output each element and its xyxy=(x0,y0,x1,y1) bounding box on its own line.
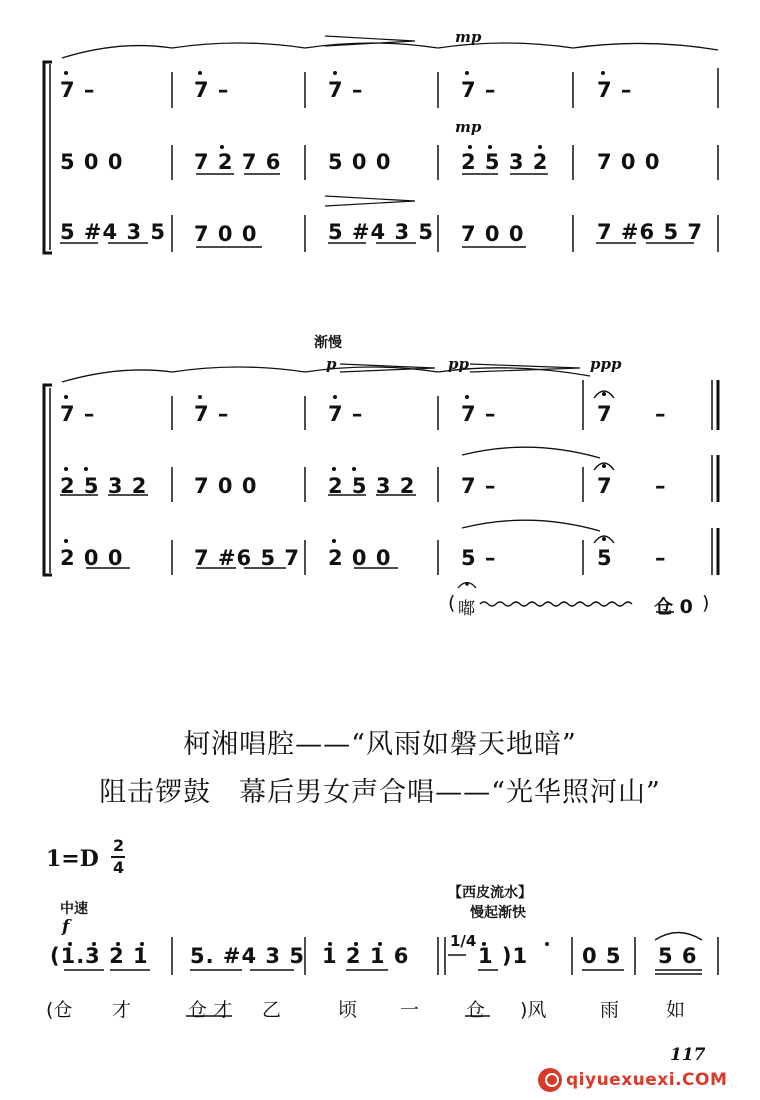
percussion-end: 仓 0 xyxy=(654,596,693,618)
measure: 7 #6 5 7 xyxy=(194,546,300,570)
time-signature-bottom: 4 xyxy=(113,858,125,877)
measure: 2 0 0 xyxy=(60,546,124,570)
page-number: 117 xyxy=(670,1045,706,1065)
percussion-syllable: 乙 xyxy=(262,999,282,1021)
measure: 7 – xyxy=(60,78,96,102)
measure: 5 #4 3 5 xyxy=(328,220,434,244)
measure: 1 )1 xyxy=(478,944,529,968)
measure: 7 – xyxy=(461,402,497,426)
measure: 7 – xyxy=(597,78,633,102)
percussion-close-paren: ) xyxy=(702,592,710,614)
key-signature: 1=D xyxy=(46,846,99,872)
percussion-syllable: 仓 xyxy=(466,999,486,1021)
tempo-marking: 渐慢 xyxy=(314,335,342,351)
measure: 7 – xyxy=(461,78,497,102)
lyric: )风 xyxy=(520,999,547,1021)
measure: 5 0 0 xyxy=(60,150,124,174)
measure: – xyxy=(655,402,667,426)
watermark-logo-icon xyxy=(538,1068,562,1092)
measure: 2 5 3 2 xyxy=(60,474,148,498)
measure: 7 – xyxy=(194,402,230,426)
percussion-open-paren: ( xyxy=(448,592,456,614)
measure: 5 0 0 xyxy=(328,150,392,174)
measure: 7 #6 5 7 xyxy=(597,220,703,244)
measure: (1.3 2 1 xyxy=(50,944,149,968)
percussion-syllable: 一 xyxy=(400,999,420,1021)
measure: 7 xyxy=(597,402,613,426)
measure: 7 0 0 xyxy=(194,474,258,498)
dynamic-f: f xyxy=(62,917,70,937)
percussion-syllable: 顷 xyxy=(338,999,358,1021)
lyric: 如 xyxy=(666,999,686,1021)
title-line-2: 阻击锣鼓 幕后男女声合唱——“光华照河山” xyxy=(99,777,661,808)
measure: 7 0 0 xyxy=(194,222,258,246)
measure: 7 – xyxy=(328,402,364,426)
time-signature-top: 2 xyxy=(113,836,125,855)
watermark-text: qiyuexuexi.COM xyxy=(566,1070,728,1090)
tempo-marking: 中速 xyxy=(60,901,88,917)
percussion-start: 嘟 xyxy=(458,599,475,619)
percussion-syllable: 才 xyxy=(112,999,132,1021)
measure: 7 0 0 xyxy=(461,222,525,246)
measure: 5. #4 3 5 xyxy=(190,944,305,968)
measure: 7 – xyxy=(328,78,364,102)
percussion-syllable: (仓 xyxy=(46,999,73,1021)
measure: 5 6 xyxy=(658,944,698,968)
measure: 0 5 xyxy=(582,944,622,968)
measure: 5 xyxy=(597,546,613,570)
measure: – xyxy=(655,474,667,498)
dynamic-p: p xyxy=(326,355,337,373)
measure: 7 0 0 xyxy=(597,150,661,174)
measure: 2 0 0 xyxy=(328,546,392,570)
measure: 7 – xyxy=(60,402,96,426)
measure: 5 #4 3 5 xyxy=(60,220,166,244)
measure: 7 – xyxy=(461,474,497,498)
tempo-change: 慢起渐快 xyxy=(470,905,526,921)
section-bracket-label: 【西皮流水】 xyxy=(448,885,532,901)
percussion-syllable: 仓 才 xyxy=(188,999,233,1021)
measure: – xyxy=(655,546,667,570)
measure: 1 2 1 6 xyxy=(322,944,410,968)
dynamic-pp: pp xyxy=(448,355,469,373)
time-signature-change: 1/4 xyxy=(450,932,477,950)
lyric: 雨 xyxy=(600,999,620,1021)
dynamic-ppp: ppp xyxy=(590,355,622,373)
measure: 7 2 7 6 xyxy=(194,150,282,174)
measure: 2 5 3 2 xyxy=(461,150,549,174)
dynamic-mp: mp xyxy=(455,118,482,136)
measure: 7 xyxy=(597,474,613,498)
title-line-1: 柯湘唱腔——“风雨如磐天地暗” xyxy=(183,729,577,760)
measure: 5 – xyxy=(461,546,497,570)
dynamic-mp: mp xyxy=(455,28,482,46)
measure: 2 5 3 2 xyxy=(328,474,416,498)
time-signature-divider xyxy=(111,856,125,858)
measure: 7 – xyxy=(194,78,230,102)
